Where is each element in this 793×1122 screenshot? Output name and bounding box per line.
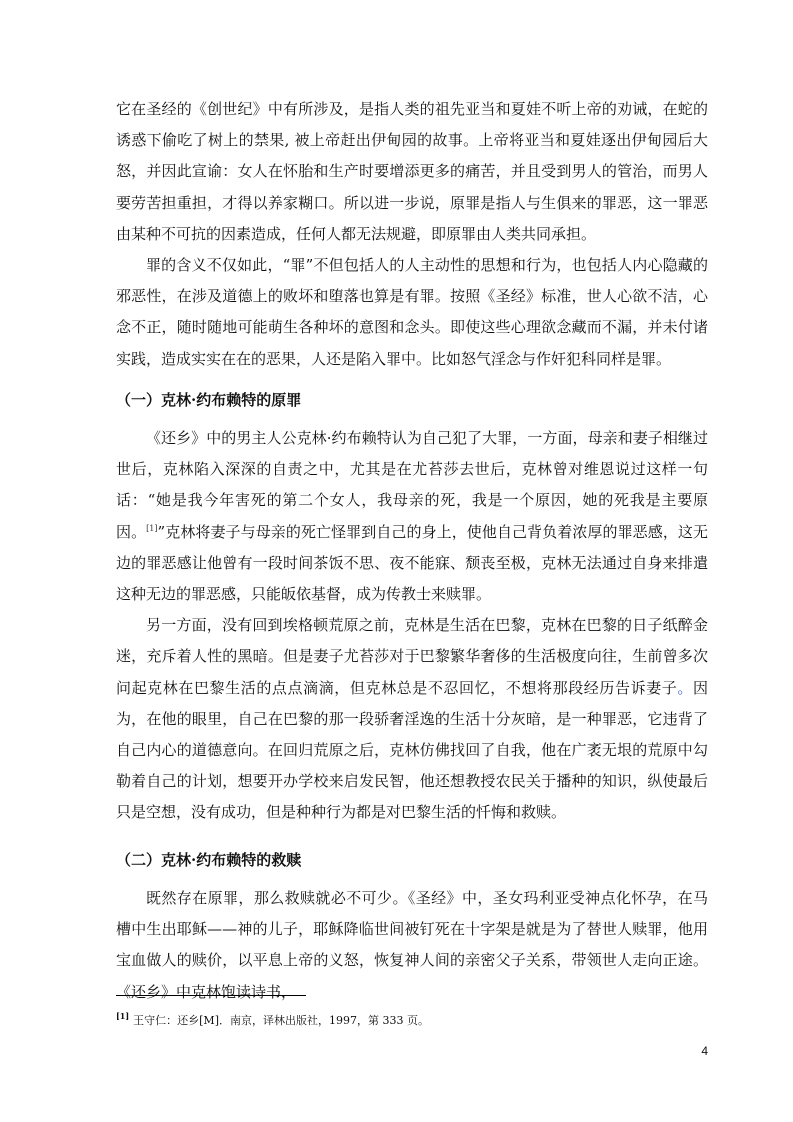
section-2-block: [116, 883, 708, 1008]
section-1-p2-text-b: 因为，在他的眼里，自己在巴黎的那一段骄奢淫逸的生活十分灰暗，是一种罪恶，它违背了自己内心的道德意向。在回归荒原之后，克林仿佛找回了自我，他在广袤无垠的荒原中勾勒着自己的计划，想要开办学校来启发民智，他还想教授农民关于播种的知识，纵使最后只是空想，没有成功，但是种种行为都是对巴黎生活的忏悔和救赎。: [116, 678, 708, 822]
footnote-divider: [116, 995, 306, 996]
section-1-p1-text-b: ”克林将妻子与母亲的死亡怪罪到自己的身上，使他自己背负着浓厚的罪恶感，这无边的罪恶感让他曾有一段时间茶饭不思、夜不能寐、颓丧至极，克林无法通过自身来排遣这种无边的罪恶感，只能皈依基督，成为传教士来赎罪。: [116, 522, 708, 604]
section-1-p2-blue-mark: 。: [677, 678, 693, 697]
section-1-p1-text-a: 《还乡》中的男主人公克林·约布赖特认为自己犯了大罪，一方面，母亲和妻子相继过世后，克林陷入深深的自责之中，尤其是在尤苔莎去世后，克林曾对维恩说过这样一句话：“她是我今年害死的第二个女人，我母亲的死，我是一个原因，她的死我是主要原因。: [116, 429, 708, 541]
footnote: [116, 1013, 708, 1029]
section-1-p2-text-a: 另一方面，没有回到埃格顿荒原之前，克林是生活在巴黎，克林在巴黎的日子纸醉金迷，充斥着人性的黑暗。但是妻子尤苔莎对于巴黎繁华奢侈的生活极度向往，生前曾多次问起克林在巴黎生活的点点滴滴，但克林总是不忍回忆，不想将那段经历告诉妻子: [116, 616, 708, 697]
footnote-reference[interactable]: [1]: [146, 523, 158, 533]
section-1-heading: （一）克林·约布赖特的原罪: [116, 391, 302, 409]
section-1-block: [116, 423, 708, 829]
section-2-paragraph-1: 既然存在原罪，那么救赎就必不可少。《圣经》中，圣女玛利亚受神点化怀孕，在马槽中生出耶稣——神的儿子，耶稣降临世间被钉死在十字架是就是为了替世人赎罪，他用宝血做人的赎价，以平息上帝的义怒，恢复神人间的亲密父子关系，带领世人走向正途。《还乡》中克林饱读诗书，: [116, 889, 708, 1001]
footnote-text: 王守仁：还乡[M]．南京，译林出版社，1997，第 333 页。: [133, 1014, 429, 1027]
intro-paragraph-2: 罪的含义不仅如此，“罪”不但包括人的人主动性的思想和行为，也包括人内心隐藏的邪恶性，在涉及道德上的败坏和堕落也算是有罪。按照《圣经》标准，世人心欲不洁，心念不正，随时随地可能萌生各种坏的意图和念头。即使这些心理欲念藏而不漏，并未付诸实践，造成实实在在的恶果，人还是陷入罪中。比如怒气淫念与作奸犯科同样是罪。: [116, 256, 708, 368]
section-1-paragraph-1: [116, 423, 708, 610]
page-number: 4: [701, 1044, 708, 1058]
section-1-paragraph-2: [116, 610, 708, 828]
intro-block: [116, 94, 708, 375]
section-2-heading: （二）克林·约布赖特的救赎: [116, 851, 302, 869]
footnote-marker: [1]: [116, 1011, 130, 1022]
intro-paragraph-1: 它在圣经的《创世纪》中有所涉及，是指人类的祖先亚当和夏娃不听上帝的劝诫，在蛇的诱惑下偷吃了树上的禁果, 被上帝赶出伊甸园的故事。上帝将亚当和夏娃逐出伊甸园后大怒，并因此宣谕：女人在怀胎和生产时要增添更多的痛苦，并且受到男人的管治，而男人要劳苦担重担，才得以养家糊口。所以进一步说，原罪是指人与生俱来的罪恶，这一罪恶由某种不可抗的因素造成，任何人都无法规避，即原罪由人类共同承担。: [116, 100, 708, 243]
